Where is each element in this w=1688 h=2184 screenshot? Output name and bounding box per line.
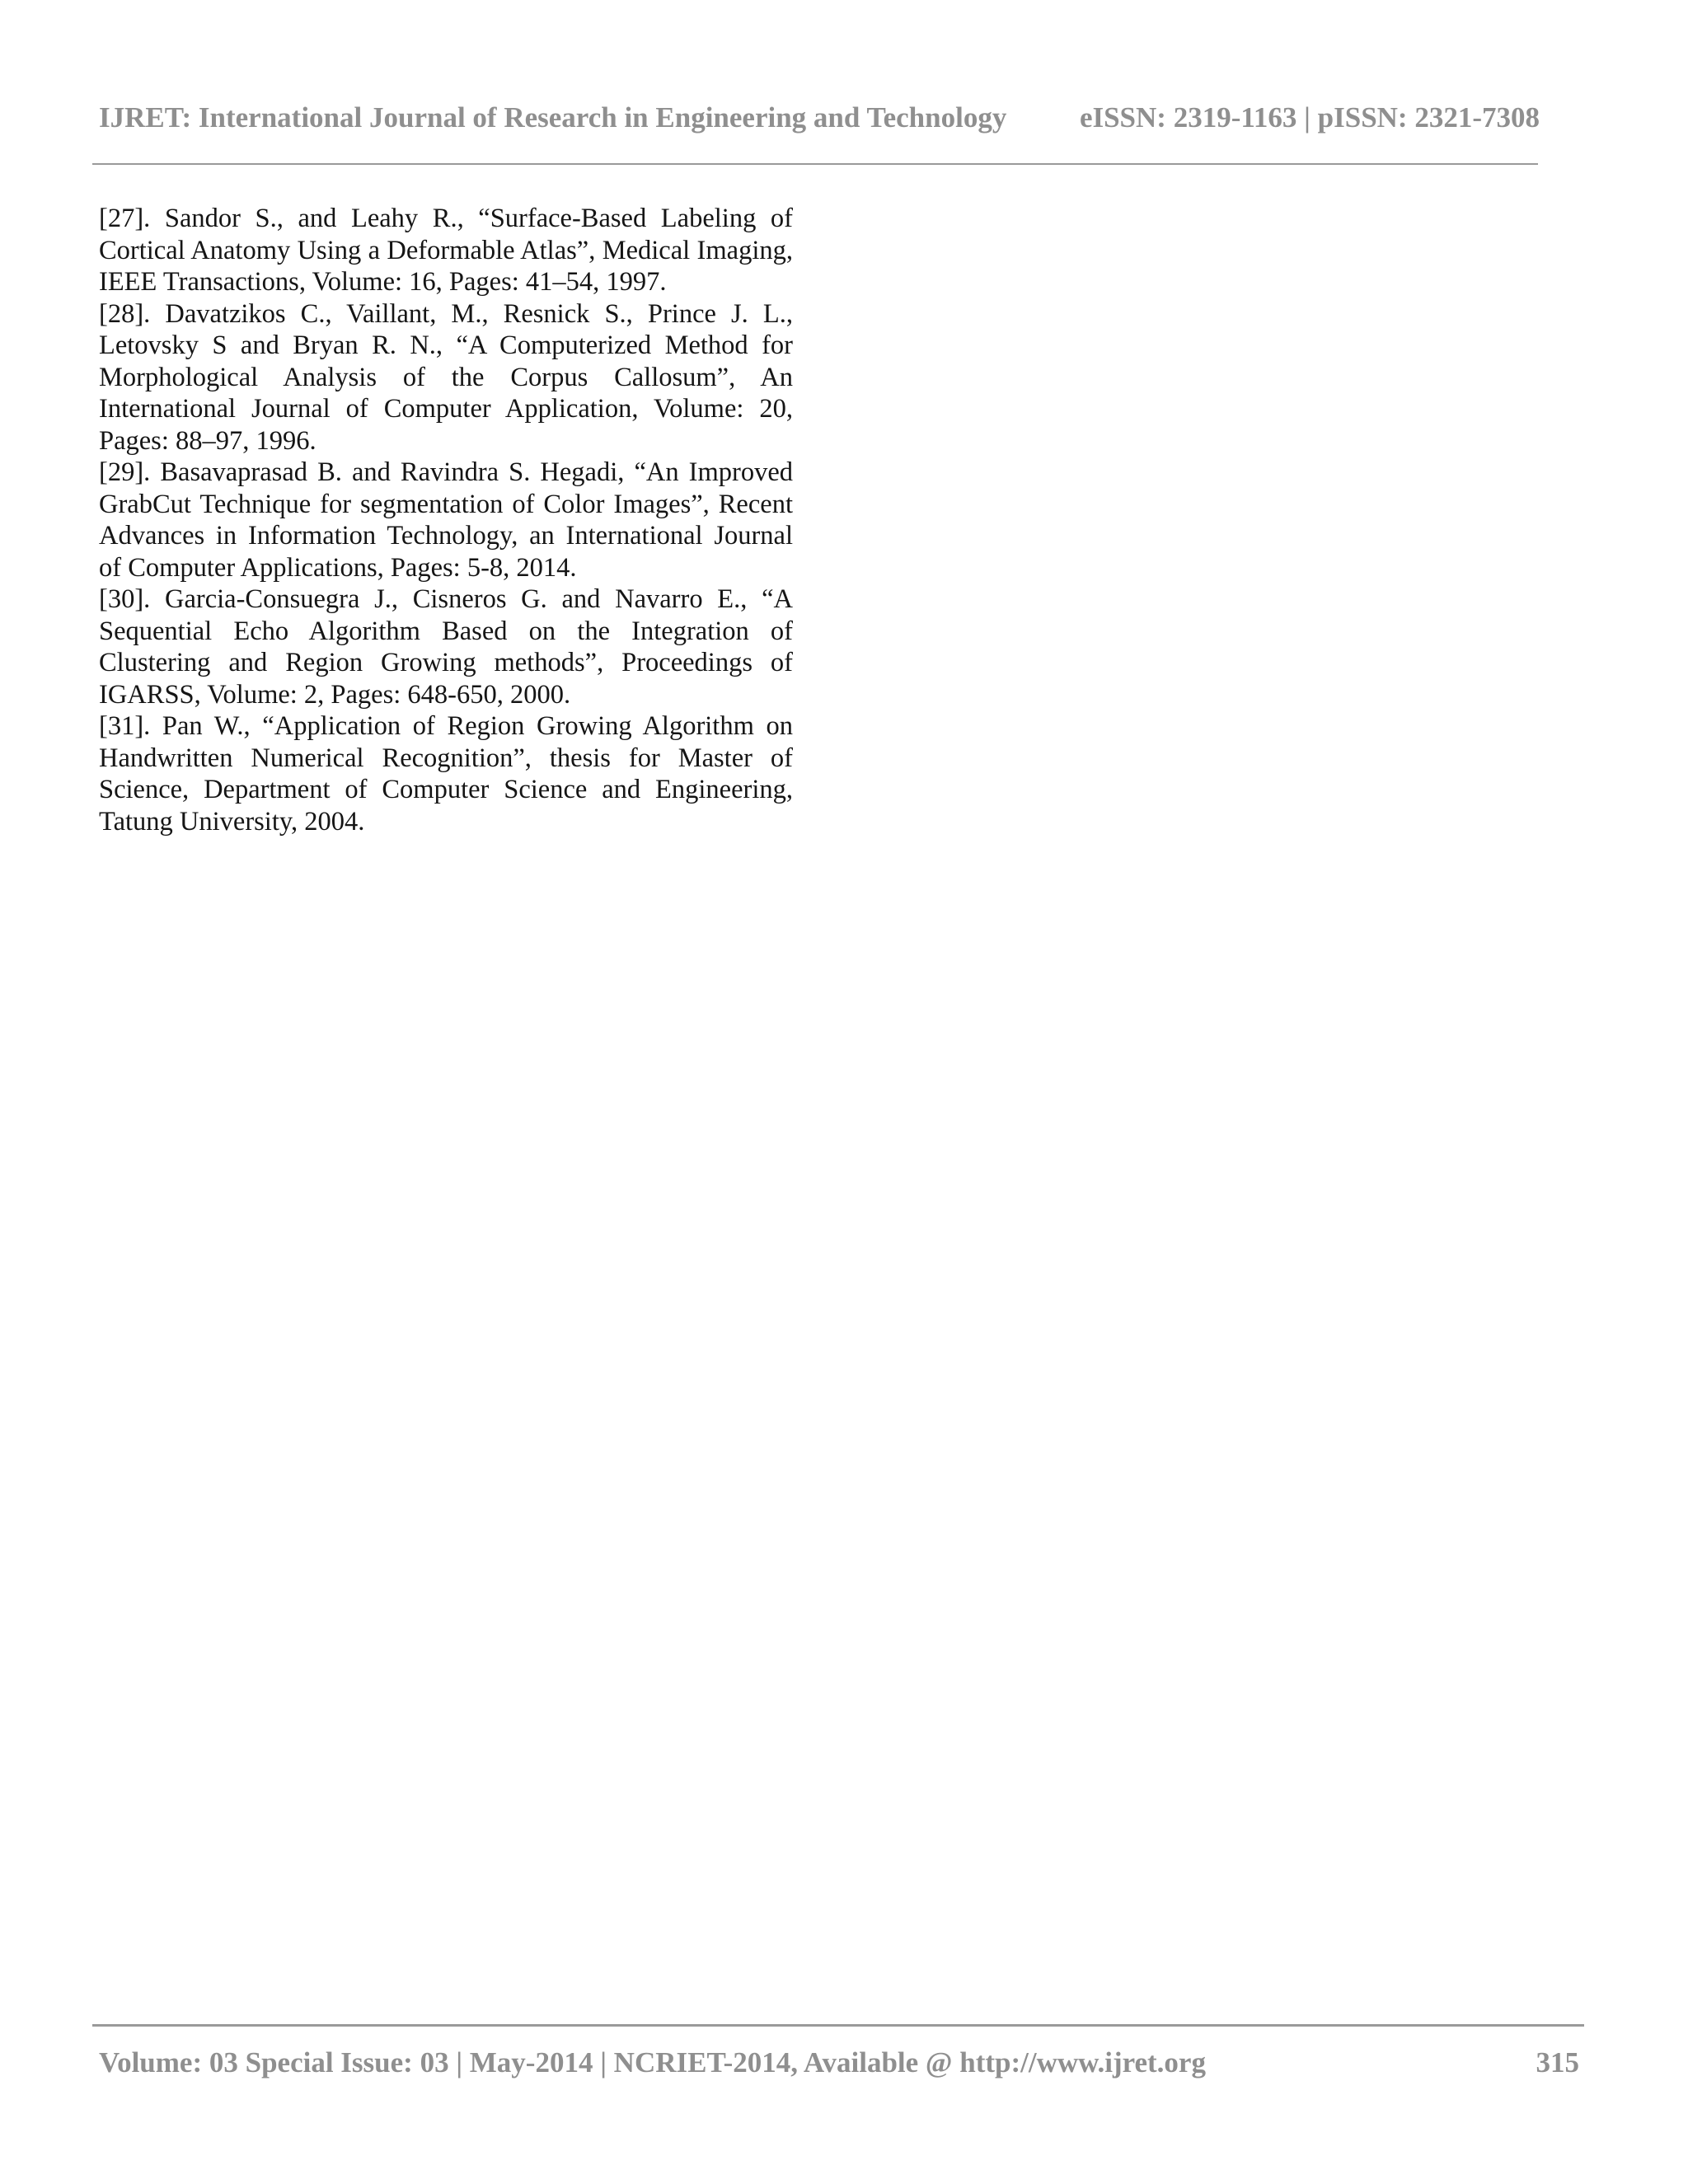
references-list [99, 203, 793, 837]
reference-28: [28]. Davatzikos C., Vaillant, M., Resnick S., Prince J. L., Letovsky S and Bryan R. N., “A Computerized Method for Morphological Analysis of the Corpus Callosum”, An International Journal of Computer Application, Volume: 20, Pages: 88–97, 1996. [99, 298, 793, 456]
reference-27: [27]. Sandor S., and Leahy R., “Surface-Based Labeling of Cortical Anatomy Using a Deformable Atlas”, Medical Imaging, IEEE Transactions, Volume: 16, Pages: 41–54, 1997. [99, 204, 793, 297]
issue-info: Volume: 03 Special Issue: 03 | May-2014 | NCRIET-2014, Available @ http://www.ijret.org [99, 2046, 1206, 2079]
reference-30: [30]. Garcia-Consuegra J., Cisneros G. and Navarro E., “A Sequential Echo Algorithm Based on the Integration of Clustering and Region Growing methods”, Proceedings of IGARSS, Volume: 2, Pages: 648-650, 2000. [99, 584, 793, 710]
page-header [99, 97, 1540, 138]
journal-title: IJRET: International Journal of Research in Engineering and Technology [99, 101, 1007, 134]
page-footer [99, 2042, 1579, 2083]
reference-31: [31]. Pan W., “Application of Region Growing Algorithm on Handwritten Numerical Recognition”, thesis for Master of Science, Department of Computer Science and Engineering, Tatung University, 2004. [99, 711, 793, 837]
footer-divider [92, 2024, 1584, 2027]
page-number: 315 [1536, 2046, 1579, 2079]
header-divider [92, 163, 1538, 165]
issn-numbers: eISSN: 2319-1163 | pISSN: 2321-7308 [1079, 101, 1540, 134]
reference-29: [29]. Basavaprasad B. and Ravindra S. Hegadi, “An Improved GrabCut Technique for segmentation of Color Images”, Recent Advances in Information Technology, an International Journal of Computer Applications, Pages: 5-8, 2014. [99, 457, 793, 583]
